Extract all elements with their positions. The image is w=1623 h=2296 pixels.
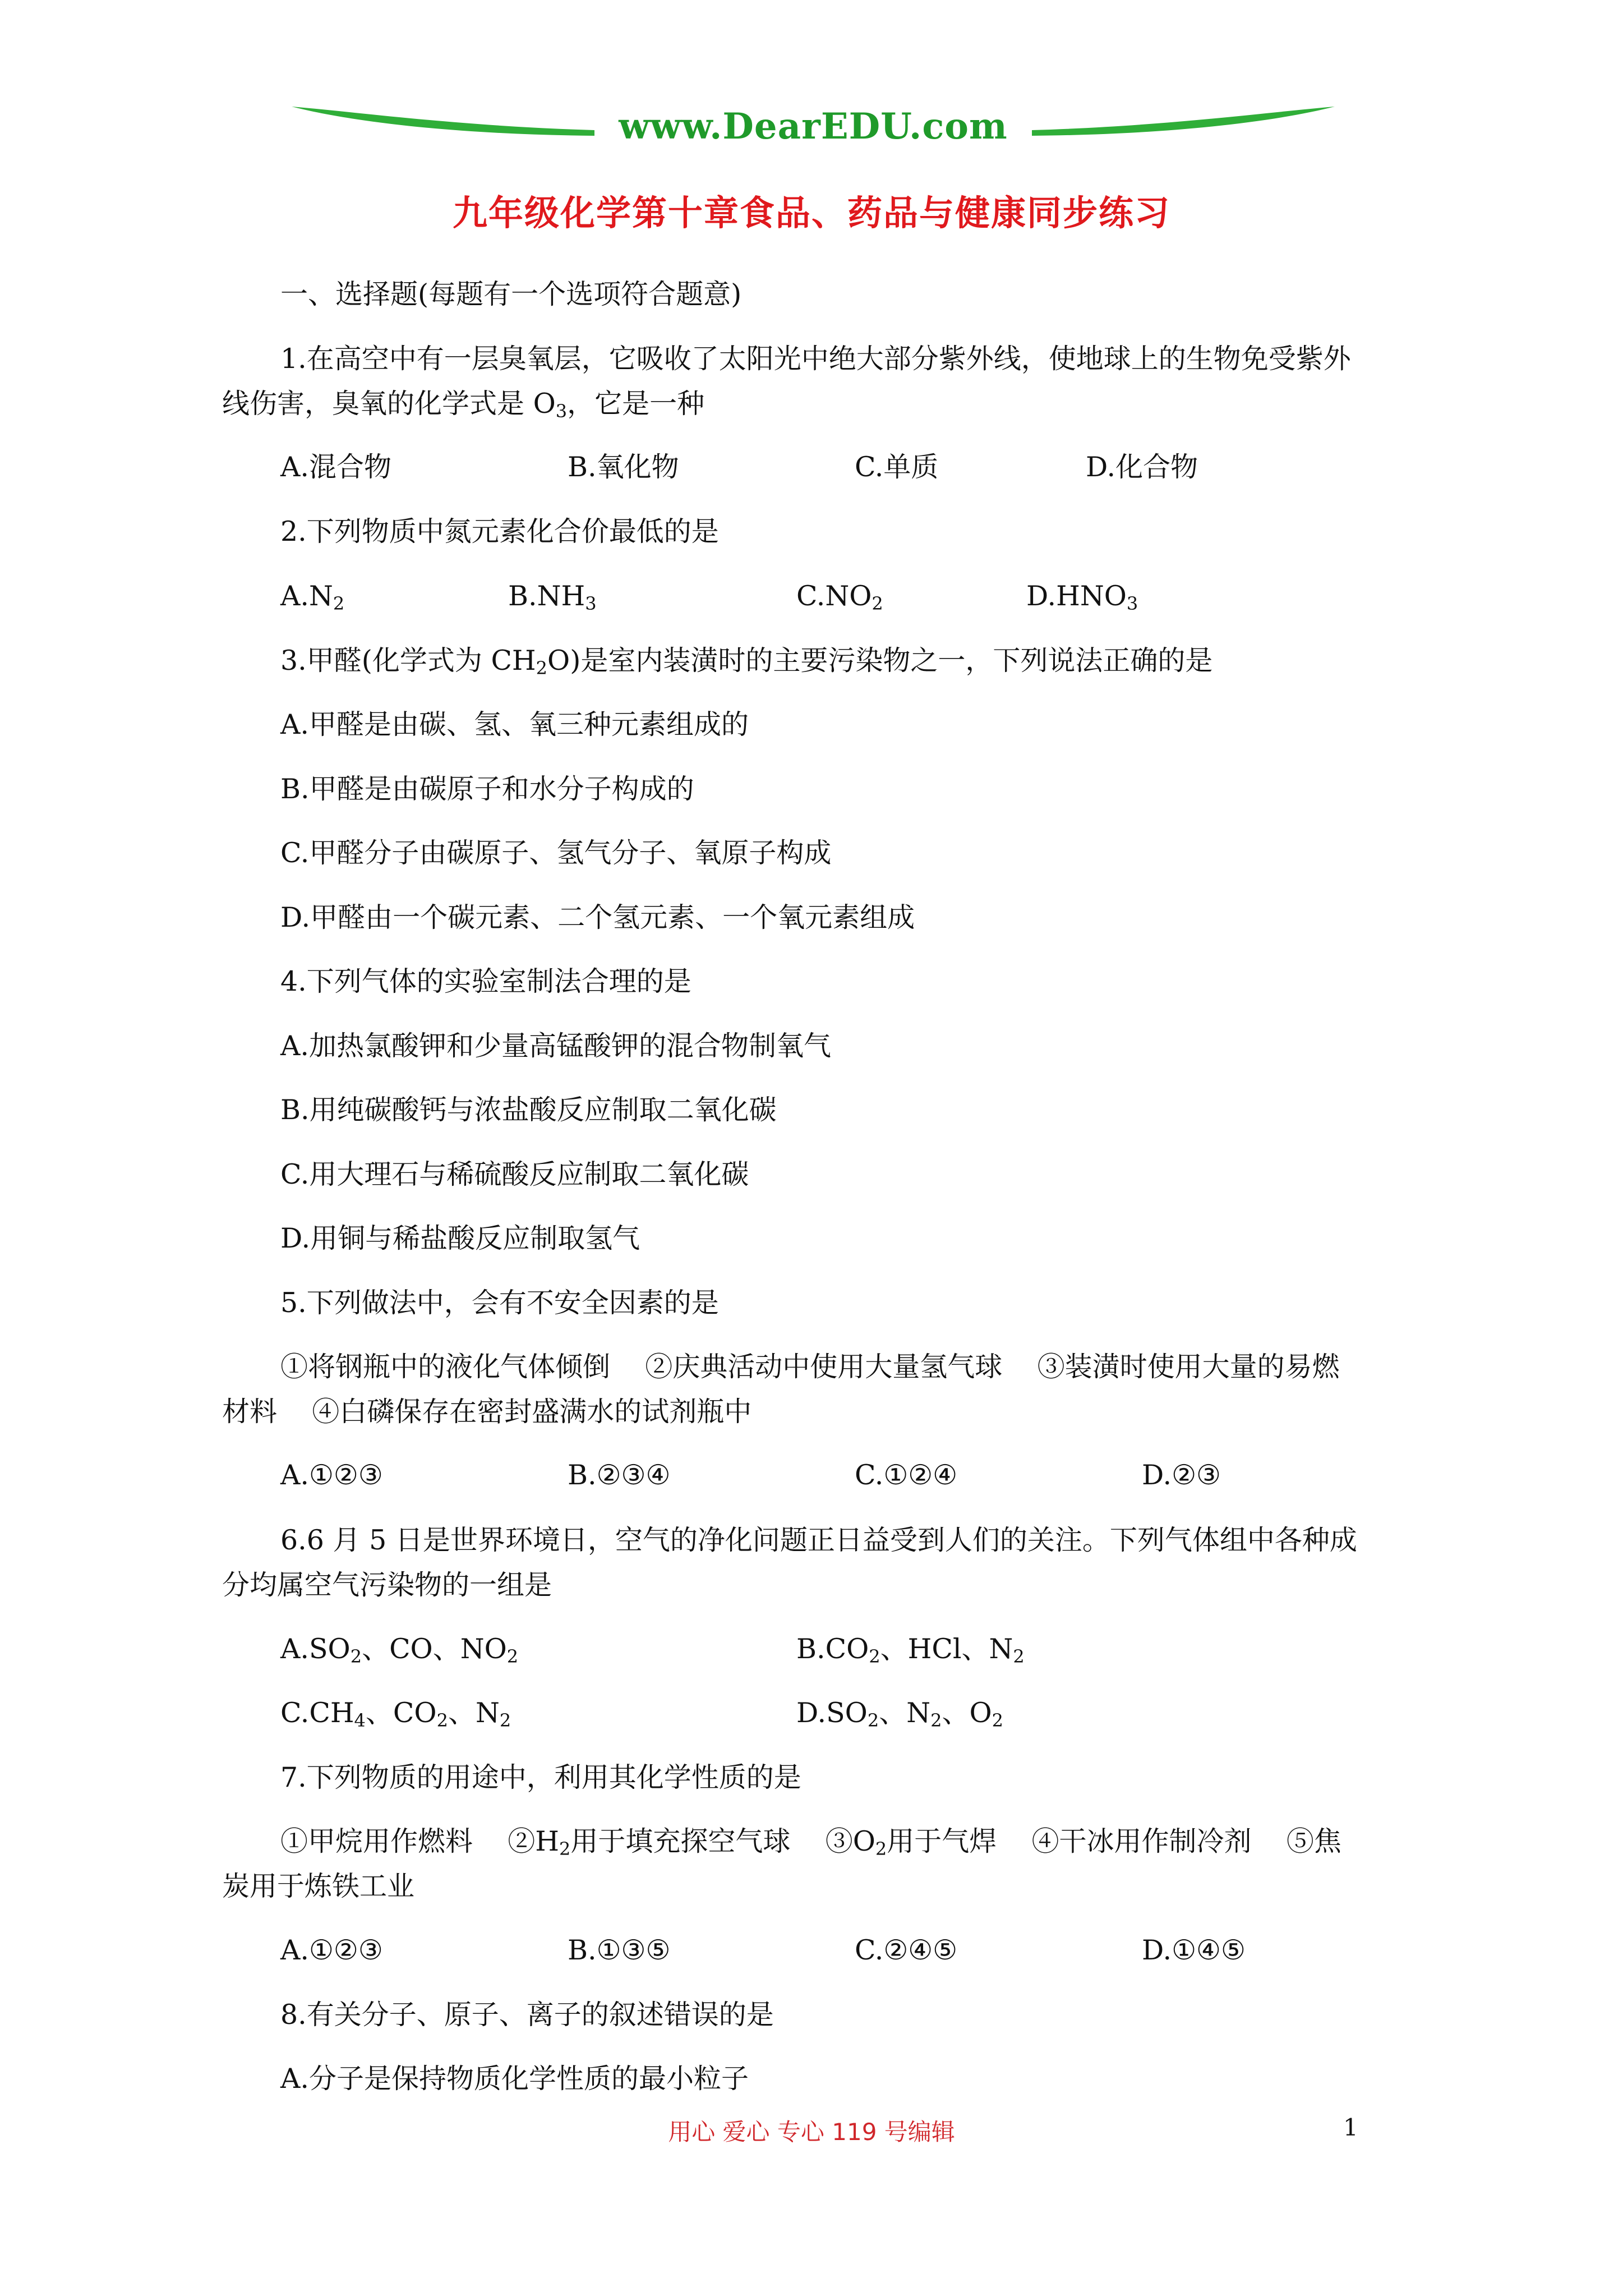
question-6-line-1: 6.6 月 5 日是世界环境日，空气的净化问题正日益受到人们的关注。下列气体组中各种成 — [280, 1524, 1357, 1556]
document-title: 九年级化学第十章食品、药品与健康同步练习 — [452, 192, 1170, 233]
q4-option-c: C.用大理石与稀硫酸反应制取二氧化碳 — [280, 1158, 749, 1190]
question-1-line-2: 线伤害，臭氧的化学式是 $O_3$，它是一种 — [222, 388, 705, 422]
q7-option-a: A.①②③ — [280, 1934, 383, 1966]
q6-option-a: $A.SO_2$、CO、$NO_2$ — [280, 1633, 519, 1667]
question-7-stem: 7.下列物质的用途中，利用其化学性质的是 — [280, 1761, 801, 1793]
q1-option-c: C.单质 — [855, 451, 939, 483]
question-5-line-2: 材料 ④白磷保存在密封盛满水的试剂瓶中 — [222, 1396, 752, 1428]
question-5-line-1: ①将钢瓶中的液化气体倾倒 ②庆典活动中使用大量氢气球 ③装潢时使用大量的易燃 — [280, 1351, 1340, 1383]
q8-option-a: A.分子是保持物质化学性质的最小粒子 — [280, 2063, 749, 2095]
q2-option-d: $D.HNO_3$ — [1026, 580, 1138, 614]
q3-option-d: D.甲醛由一个碳元素、二个氢元素、一个氧元素组成 — [280, 901, 915, 933]
q2-option-a: $A.N_2$ — [280, 580, 345, 614]
q2-option-b: $B.NH_3$ — [508, 580, 597, 614]
site-url-logo: www.DearEDU.com — [619, 105, 1008, 148]
q5-option-a: A.①②③ — [280, 1459, 383, 1491]
q7-option-b: B.①③⑤ — [568, 1934, 671, 1966]
section-heading: 一、选择题(每题有一个选项符合题意) — [280, 278, 742, 310]
question-5-stem: 5.下列做法中，会有不安全因素的是 — [280, 1287, 719, 1319]
question-4-stem: 4.下列气体的实验室制法合理的是 — [280, 965, 691, 997]
q4-option-b: B.用纯碳酸钙与浓盐酸反应制取二氧化碳 — [280, 1094, 777, 1126]
q5-option-c: C.①②④ — [855, 1459, 958, 1491]
question-7-line-2: 炭用于炼铁工业 — [222, 1870, 415, 1902]
q4-option-a: A.加热氯酸钾和少量高锰酸钾的混合物制氧气 — [280, 1030, 831, 1062]
q7-option-d: D.①④⑤ — [1142, 1934, 1246, 1966]
question-6-line-2: 分均属空气污染物的一组是 — [222, 1569, 552, 1601]
question-7-line-1: ①甲烷用作燃料 $②H_2$用于填充探空气球 $③O_2$用于气焊 ④干冰用作制冷剂 ⑤焦 — [280, 1825, 1341, 1860]
q3-option-a: A.甲醛是由碳、氢、氧三种元素组成的 — [280, 708, 749, 740]
q7-option-c: C.②④⑤ — [855, 1934, 958, 1966]
q3-option-c: C.甲醛分子由碳原子、氢气分子、氧原子构成 — [280, 837, 832, 869]
q3-option-b: B.甲醛是由碳原子和水分子构成的 — [280, 773, 694, 805]
q4-option-d: D.用铜与稀盐酸反应制取氢气 — [280, 1222, 640, 1254]
question-1-line-1: 1.在高空中有一层臭氧层，它吸收了太阳光中绝大部分紫外线，使地球上的生物免受紫外 — [280, 343, 1351, 375]
header-banner — [292, 95, 1335, 168]
page-number: 1 — [1343, 2114, 1358, 2141]
footer-text: 用心 爱心 专心 119 号编辑 — [668, 2118, 955, 2146]
q2-option-c: $C.NO_2$ — [796, 580, 883, 614]
question-2-stem: 2.下列物质中氮元素化合价最低的是 — [280, 516, 719, 547]
q6-option-b: $B.CO_2$、HCl、$N_2$ — [796, 1633, 1025, 1667]
q1-option-a: A.混合物 — [280, 451, 391, 483]
q6-option-c: $C.CH_4$、$CO_2$、$N_2$ — [280, 1697, 511, 1731]
q6-option-d: $D.SO_2$、$N_2$、$O_2$ — [796, 1697, 1003, 1731]
question-8-stem: 8.有关分子、原子、离子的叙述错误的是 — [280, 1999, 774, 2031]
q1-option-d: D.化合物 — [1086, 451, 1198, 483]
q5-option-d: D.②③ — [1142, 1459, 1221, 1491]
question-3-stem: 3.甲醛(化学式为 $CH_2O$)是室内装潢时的主要污染物之一，下列说法正确的是 — [280, 645, 1213, 679]
q5-option-b: B.②③④ — [568, 1459, 671, 1491]
q1-option-b: B.氧化物 — [568, 451, 679, 483]
